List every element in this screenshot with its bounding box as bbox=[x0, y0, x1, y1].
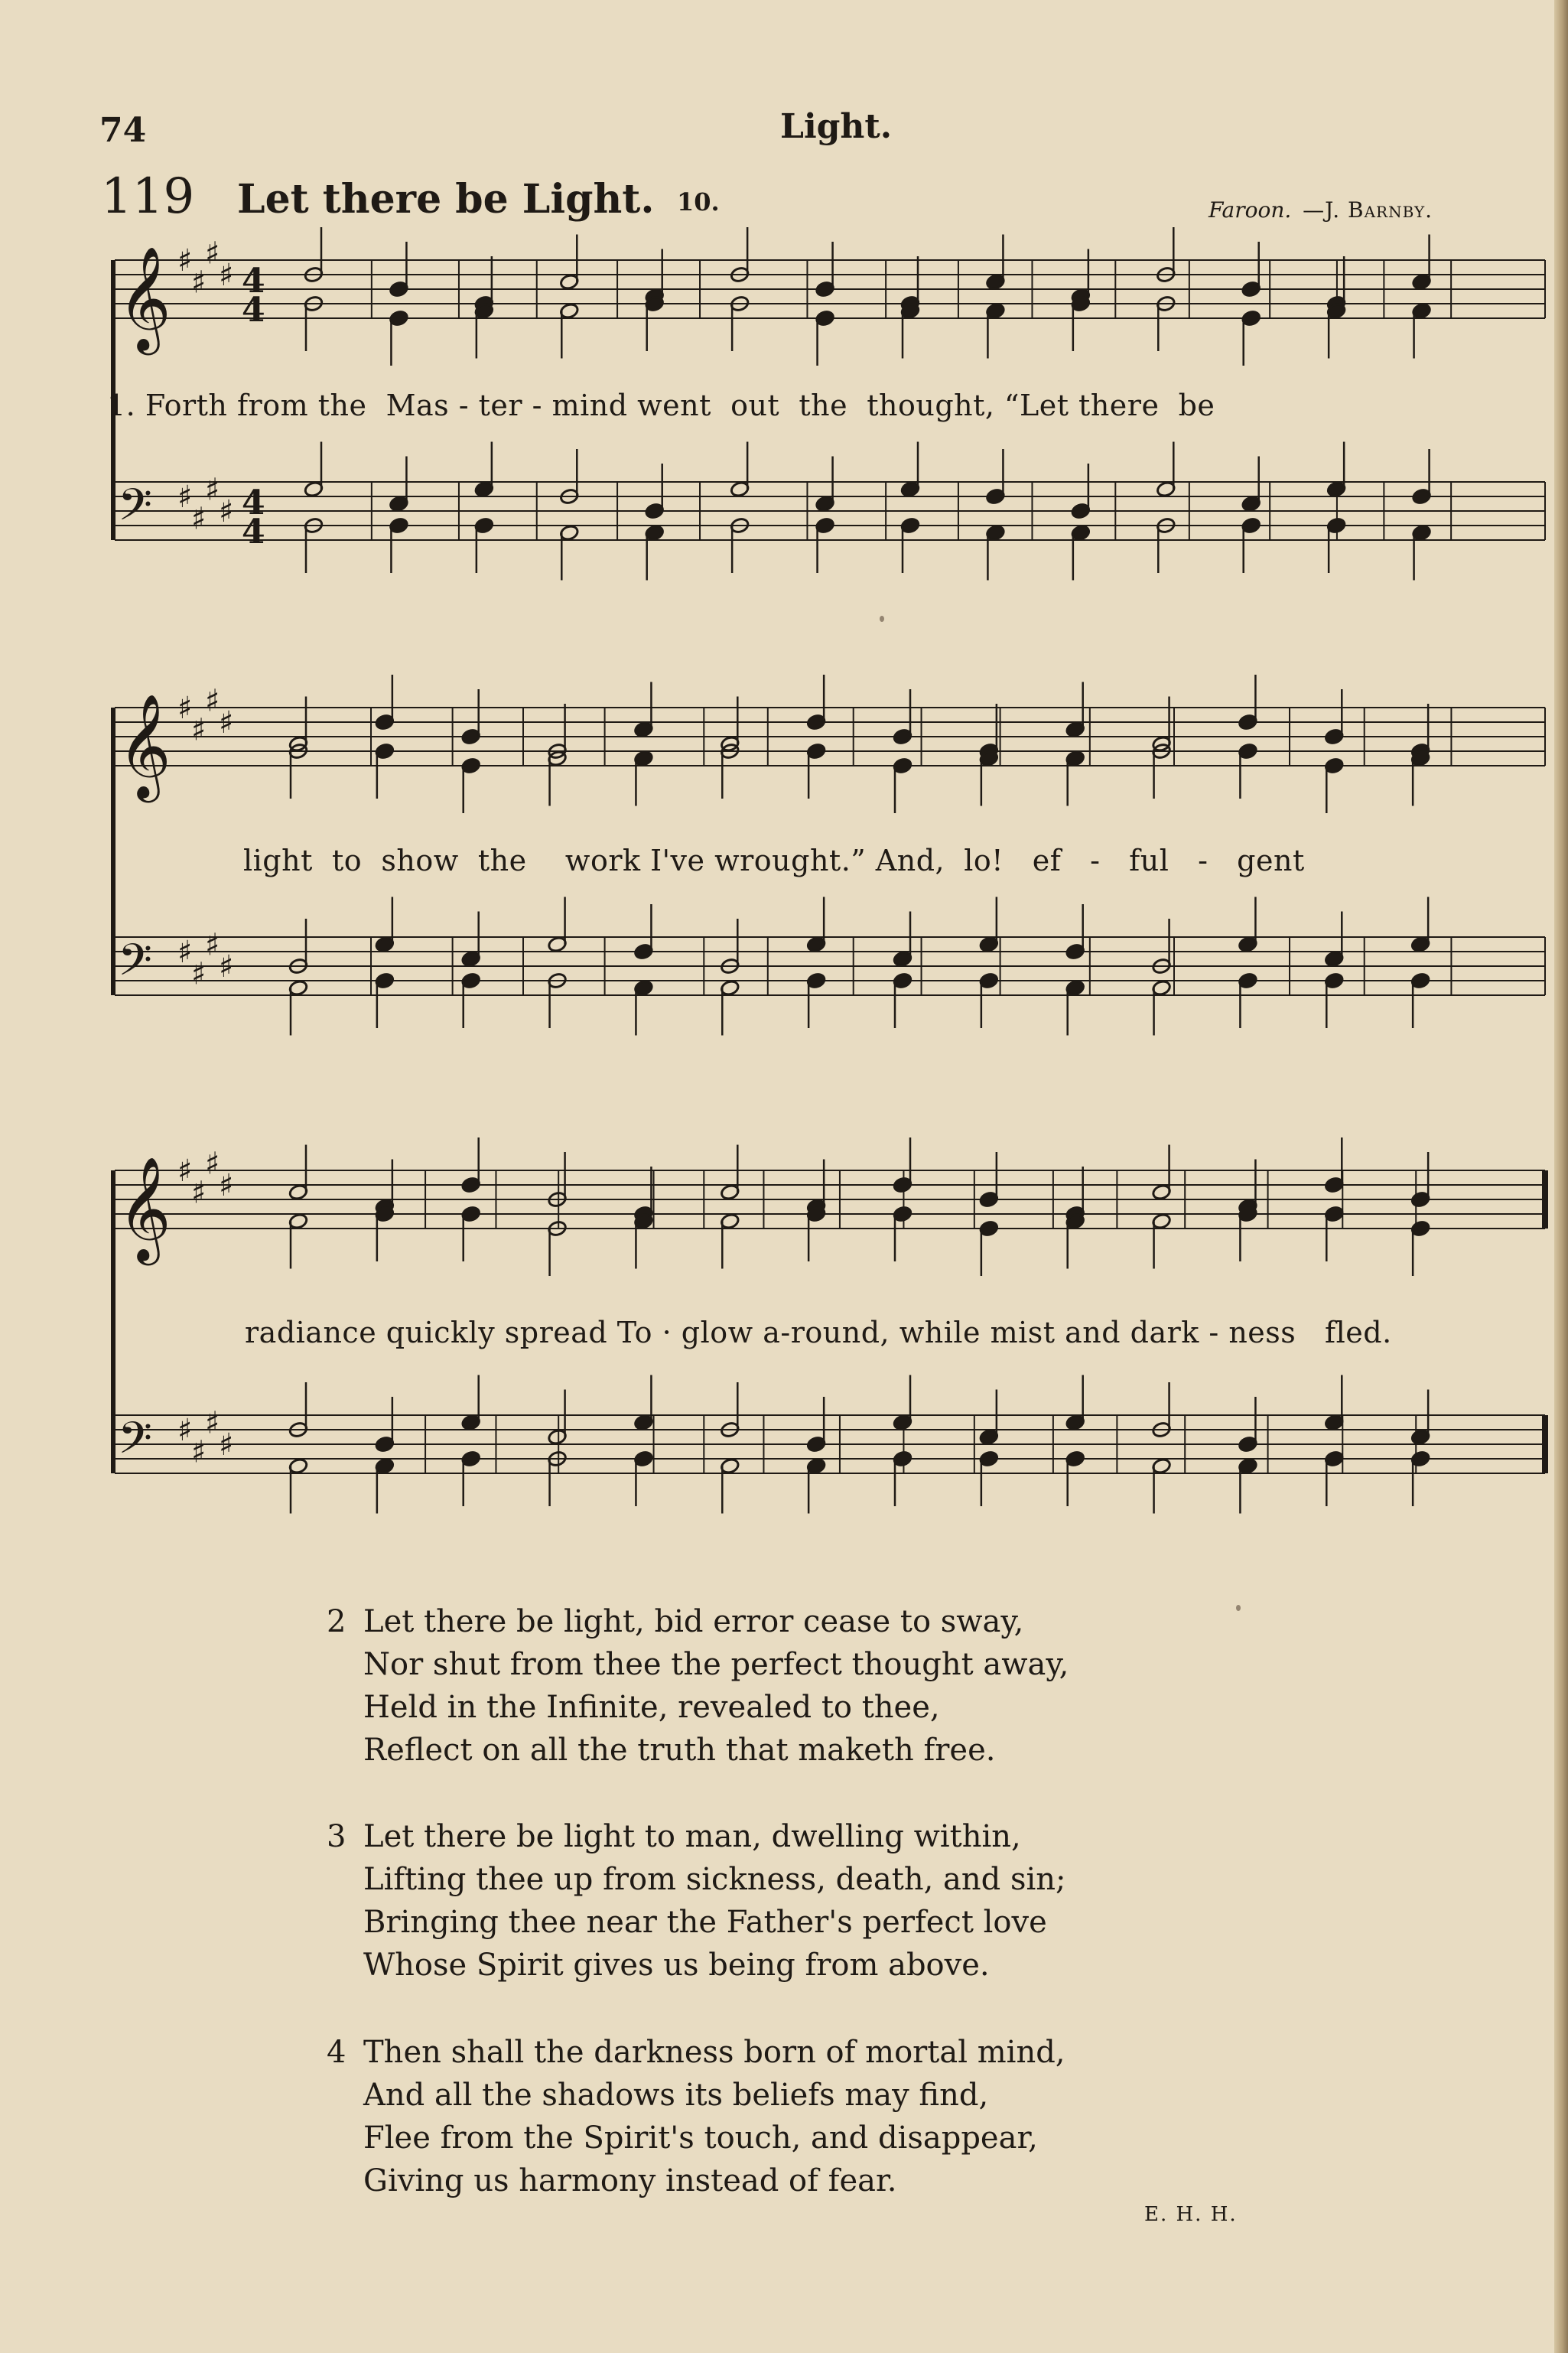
sharp-sign-icon: ♯ bbox=[191, 712, 207, 748]
page-number: 74 bbox=[99, 111, 147, 150]
treble-clef-icon: 𝄞 bbox=[118, 692, 171, 798]
sharp-sign-icon: ♯ bbox=[191, 1175, 207, 1211]
sharp-sign-icon: ♯ bbox=[191, 501, 207, 537]
sharp-sign-icon: ♯ bbox=[205, 472, 220, 508]
sharp-sign-icon: ♯ bbox=[205, 1146, 220, 1182]
music-score-system-1 bbox=[107, 236, 1545, 612]
bass-clef-icon: 𝄢 bbox=[118, 934, 153, 997]
sharp-sign-icon: ♯ bbox=[177, 935, 193, 970]
verse-line: Bringing thee near the Father's perfect love bbox=[363, 1905, 1047, 1940]
sharp-sign-icon: ♯ bbox=[177, 1413, 193, 1448]
sharp-sign-icon: ♯ bbox=[205, 927, 220, 963]
sharp-sign-icon: ♯ bbox=[191, 265, 207, 301]
verse-line: And all the shadows its beliefs may find, bbox=[363, 2078, 989, 2113]
sharp-sign-icon: ♯ bbox=[191, 1434, 207, 1470]
running-title: Light. bbox=[780, 107, 893, 146]
verse-number: 2 bbox=[327, 1604, 346, 1639]
verse-line: Let there be light to man, dwelling within, bbox=[363, 1819, 1021, 1854]
book-spine-shadow bbox=[1554, 0, 1568, 2353]
verse-line: Giving us harmony instead of fear. bbox=[363, 2163, 897, 2198]
time-signature-icon: 4 bbox=[242, 513, 265, 552]
treble-clef-icon: 𝄞 bbox=[118, 1155, 171, 1261]
hymn-title: Let there be Light. bbox=[237, 176, 655, 223]
hymn-meter: 10. bbox=[677, 187, 720, 216]
verse-line: Let there be light, bid error cease to sway, bbox=[363, 1604, 1024, 1639]
verse-line: Flee from the Spirit's touch, and disappear, bbox=[363, 2120, 1038, 2156]
verse-2 bbox=[327, 1600, 1069, 1772]
sharp-sign-icon: ♯ bbox=[177, 1154, 193, 1189]
verse-3 bbox=[327, 1815, 1066, 1987]
sharp-sign-icon: ♯ bbox=[191, 956, 207, 992]
time-signature-icon: 4 bbox=[242, 291, 265, 330]
verse-number: 3 bbox=[327, 1819, 346, 1854]
sharp-sign-icon: ♯ bbox=[205, 683, 220, 719]
sharp-sign-icon: ♯ bbox=[205, 236, 220, 272]
tune-credit bbox=[1209, 197, 1433, 223]
verse-line: Reflect on all the truth that maketh free. bbox=[363, 1733, 996, 1768]
author-initials: E. H. H. bbox=[1144, 2203, 1238, 2226]
verse-line: Whose Spirit gives us being from above. bbox=[363, 1948, 990, 1983]
verse-line: Lifting thee up from sickness, death, and sin; bbox=[363, 1862, 1066, 1897]
paper-speck bbox=[880, 616, 884, 622]
verse-line: Then shall the darkness born of mortal mind, bbox=[363, 2035, 1065, 2070]
sharp-sign-icon: ♯ bbox=[219, 1168, 234, 1203]
time-signature-icon: 4 bbox=[242, 483, 265, 522]
verse-line: Nor shut from thee the perfect thought away, bbox=[363, 1647, 1069, 1682]
sharp-sign-icon: ♯ bbox=[205, 1405, 220, 1441]
hymn-number: 119 bbox=[101, 168, 195, 225]
sharp-sign-icon: ♯ bbox=[219, 705, 234, 740]
lyric-line-1: 1. Forth from the Mas - ter - mind went out the thought, “Let there be bbox=[107, 389, 1215, 422]
sharp-sign-icon: ♯ bbox=[219, 494, 234, 529]
sharp-sign-icon: ♯ bbox=[177, 480, 193, 515]
composer-name: —J. Barnby. bbox=[1303, 197, 1433, 223]
bass-clef-icon: 𝄢 bbox=[118, 1412, 153, 1475]
tune-name: Faroon. bbox=[1209, 197, 1292, 223]
lyric-line-3: radiance quickly spread To · glow a-round, while mist and dark - ness fled. bbox=[245, 1316, 1392, 1349]
treble-clef-icon: 𝄞 bbox=[118, 245, 171, 350]
sharp-sign-icon: ♯ bbox=[219, 1427, 234, 1463]
lyric-line-2: light to show the work I've wrought.” And, lo! ef - ful - gent bbox=[243, 844, 1305, 877]
music-system-1 bbox=[107, 236, 1545, 612]
sharp-sign-icon: ♯ bbox=[177, 243, 193, 278]
sharp-sign-icon: ♯ bbox=[219, 949, 234, 984]
paper-speck bbox=[1236, 1605, 1241, 1611]
time-signature-icon: 4 bbox=[242, 262, 265, 301]
verse-4 bbox=[327, 2031, 1065, 2202]
sharp-sign-icon: ♯ bbox=[219, 258, 234, 293]
sharp-sign-icon: ♯ bbox=[177, 691, 193, 726]
verse-line: Held in the Infinite, revealed to thee, bbox=[363, 1690, 940, 1725]
verse-number: 4 bbox=[327, 2035, 346, 2070]
bass-clef-icon: 𝄢 bbox=[118, 479, 153, 542]
